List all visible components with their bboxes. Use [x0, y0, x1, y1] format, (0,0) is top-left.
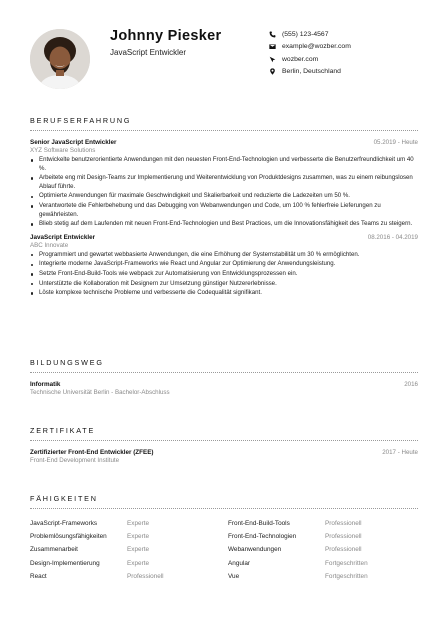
- certificate-entry: [30, 449, 418, 464]
- skill-level: Fortgeschritten: [325, 572, 368, 580]
- skill-name: Problemlösungsfähigkeiten: [30, 533, 107, 541]
- contact-website: [268, 53, 351, 66]
- bullet-item: Integrierte moderne JavaScript-Frameworks wie React und Angular zur Optimierung der Anwendungsleistung.: [30, 260, 418, 269]
- skill-level: Experte: [127, 559, 150, 567]
- skill-name: Front-End-Technologien: [228, 533, 297, 541]
- skill-level: Professionell: [325, 520, 362, 527]
- skill-name: Zusammenarbeit: [30, 546, 78, 554]
- contact-website-text[interactable]: wozber.com: [282, 55, 319, 63]
- job-bullets: [30, 156, 418, 229]
- skill-level: Professionell: [127, 572, 164, 580]
- skill-name: JavaScript-Frameworks: [30, 520, 98, 527]
- contact-location: [268, 66, 351, 79]
- section-heading-skills: FÄHIGKEITEN: [30, 494, 418, 509]
- section-heading-experience: BERUFSERFAHRUNG: [30, 116, 418, 131]
- bullet-item: Entwickelte benutzerorientierte Anwendungen mit den neuesten Front-End-Technologien und verbesserte die Benutzerfreundlichkeit um 40 %.: [30, 156, 418, 173]
- contact-email: [268, 41, 351, 54]
- experience-entry: [30, 139, 418, 229]
- skill-level: Fortgeschritten: [325, 559, 368, 567]
- degree-field: Informatik: [30, 381, 61, 388]
- contact-list: [268, 28, 351, 78]
- section-heading-certificates: ZERTIFIKATE: [30, 426, 418, 441]
- job-title: JavaScript Entwickler: [30, 233, 96, 241]
- education-institution: Technische Universität Berlin - Bachelor-Abschluss: [30, 389, 170, 396]
- bullet-item: Löste komplexe technische Probleme und verbesserte die Codequalität signifikant.: [30, 289, 418, 298]
- experience-entry: [30, 234, 418, 298]
- bullet-item: Verantwortete die Fehlerbehebung und das Debugging von Webanwendungen und Code, um 100 % fehlerfreie Lieferungen zu gewährleisten.: [30, 202, 418, 219]
- contact-phone: [268, 28, 351, 41]
- job-bullets: [30, 251, 418, 298]
- skills-grid: [30, 517, 418, 583]
- skill-name: Design-Implementierung: [30, 559, 100, 567]
- skill-name: Vue: [228, 572, 240, 580]
- job-company: XYZ Software Solutions: [30, 147, 96, 154]
- candidate-role: JavaScript Entwickler: [110, 48, 187, 57]
- education-section: [30, 358, 418, 401]
- skill-level: Experte: [127, 520, 150, 527]
- mail-icon: [268, 43, 276, 51]
- link-icon: [268, 55, 276, 63]
- skill-level: Experte: [127, 546, 150, 554]
- job-title: Senior JavaScript Entwickler: [30, 139, 117, 146]
- contact-email-text[interactable]: example@wozber.com: [282, 43, 351, 51]
- certificate-date: 2017 - Heute: [382, 449, 418, 456]
- skill-name: Webanwendungen: [228, 546, 282, 554]
- education-date: 2016: [404, 381, 418, 388]
- job-company: ABC Innovate: [30, 241, 69, 249]
- location-pin-icon: [268, 68, 276, 76]
- contact-location-text: Berlin, Deutschland: [282, 68, 341, 76]
- certificate-issuer: Front-End Development Institute: [30, 457, 120, 464]
- profile-photo: [30, 29, 90, 89]
- skill-level: Experte: [127, 533, 150, 541]
- skills-section: [30, 494, 418, 583]
- experience-section: [30, 116, 418, 303]
- skill-name: Front-End-Build-Tools: [228, 520, 290, 527]
- skill-level: Professionell: [325, 533, 362, 541]
- bullet-item: Unterstützte die Kollaboration mit Designern zur Umsetzung günstiger Nutzererlebnisse.: [30, 280, 418, 289]
- job-date: 08.2016 - 04.2019: [367, 233, 418, 241]
- phone-icon: [268, 30, 276, 38]
- section-heading-education: BILDUNGSWEG: [30, 358, 418, 373]
- bullet-item: Programmiert und gewartet webbasierte Anwendungen, die eine Erhöhung der Systemstabilität um 30 % ermöglichten.: [30, 251, 418, 260]
- resume-header: [30, 26, 418, 92]
- contact-phone-text[interactable]: (555) 123-4567: [282, 30, 329, 38]
- bullet-item: Optimierte Anwendungen für maximale Geschwindigkeit und Skalierbarkeit und reduzierte die Ladezeiten um 50 %.: [30, 192, 418, 201]
- bullet-item: Blieb stetig auf dem Laufenden mit neuen Front-End-Technologien und Best Practices, um die Innovationsfähigkeit des Teams zu steigern.: [30, 220, 418, 229]
- skill-name: React: [30, 572, 47, 580]
- job-date: 05.2019 - Heute: [373, 139, 418, 146]
- skill-level: Professionell: [325, 546, 362, 554]
- bullet-item: Arbeitete eng mit Design-Teams zur Implementierung und Weiterentwicklung von Produktdesigns zusammen, was zu einem reibungslosen Ablauf führte.: [30, 174, 418, 191]
- candidate-name: Johnny Piesker: [110, 28, 222, 44]
- certificates-section: [30, 426, 418, 469]
- bullet-item: Setzte Front-End-Build-Tools wie webpack zur Automatisierung von Entwicklungsprozessen ein.: [30, 270, 418, 279]
- education-entry: [30, 381, 418, 396]
- skill-name: Angular: [228, 559, 251, 567]
- certificate-title: Zertifizierter Front-End Entwickler (ZFEE): [30, 449, 154, 456]
